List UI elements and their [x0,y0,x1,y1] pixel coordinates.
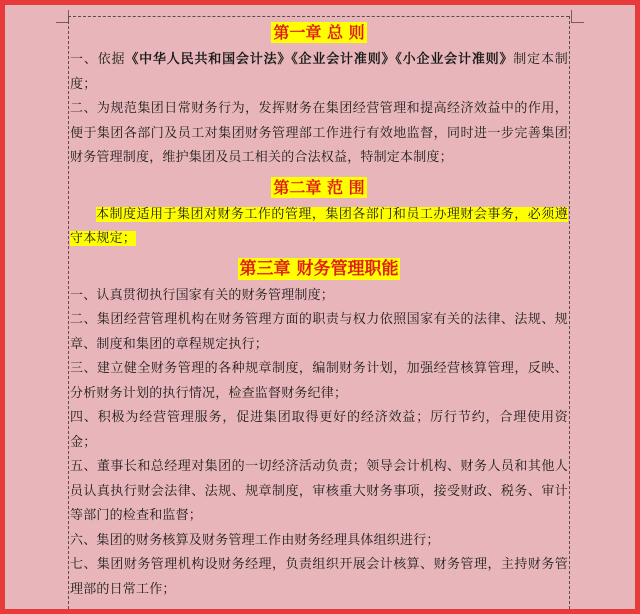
chapter-1-paragraph-2: 二、为规范集团日常财务行为，发挥财务在集团经营管理和提高经济效益中的作用，便于集团各部门及员工对集团财务管理部工作进行有效地监督，同时进一步完善集团财务管理制度，维护集团及员工相关的合法权益，特制定本制度； [70,101,568,165]
chapter-3-item-3: 三、建立健全财务管理的各种规章制度，编制财务计划，加强经营核算管理，反映、分析财务计划的执行情况，检查监督财务纪律； [70,361,568,401]
margin-guide-left [68,16,69,609]
chapter-2-title: 第二章 范 围 [273,177,365,197]
chapter-3-item-7: 七、集团财务管理机构设财务经理，负责组织开展会计核算、财务管理，主持财务管理部的日常工作； [70,557,568,597]
chapter-1-heading [70,18,568,48]
chapter-2-paragraph-1: 本制度适用于集团对财务工作的管理，集团各部门和员工办理财会事务，必须遵守本规定； [70,206,568,246]
margin-guide-top [68,16,569,17]
chapter-1-title: 第一章 总 则 [273,23,365,42]
chapter-3-item-2: 二、集团经营管理机构在财务管理方面的职责与权力依照国家有关的法律、法规、规章、制度和集团的章程规定执行； [70,312,568,352]
chapter-3-item-1: 一、认真贯彻执行国家有关的财务管理制度； [70,287,335,303]
small-standard-reference: 《小企业会计准则》 [395,52,514,67]
chapter-3-heading [70,254,568,284]
chapter-3-item-4: 四、积极为经营管理服务，促进集团取得更好的经济效益；厉行节约，合理使用资金； [70,410,568,450]
chapter-3-item-6: 六、集团的财务核算及财务管理工作由财务经理具体组织进行； [70,532,440,548]
standard-reference: 《企业会计准则》 [291,52,396,67]
chapter-3-title: 第三章 财务管理职能 [239,258,399,279]
page-corner-mark [571,10,584,23]
chapter-1-paragraph-1: 一、依据《中华人民共和国会计法》《企业会计准则》《小企业会计准则》制定本制度； [70,52,568,92]
chapter-2-heading [70,173,568,203]
chapter-3-item-5: 五、董事长和总经理对集团的一切经济活动负责；领导会计机构、财务人员和其他人员认真执行财会法律、法规、规章制度，审核重大财务事项，接受财政、税务、审计等部门的检查和监督； [70,459,568,523]
law-reference: 《中华人民共和国会计法》 [125,52,292,67]
document-page [70,18,568,602]
margin-guide-right [569,16,570,609]
